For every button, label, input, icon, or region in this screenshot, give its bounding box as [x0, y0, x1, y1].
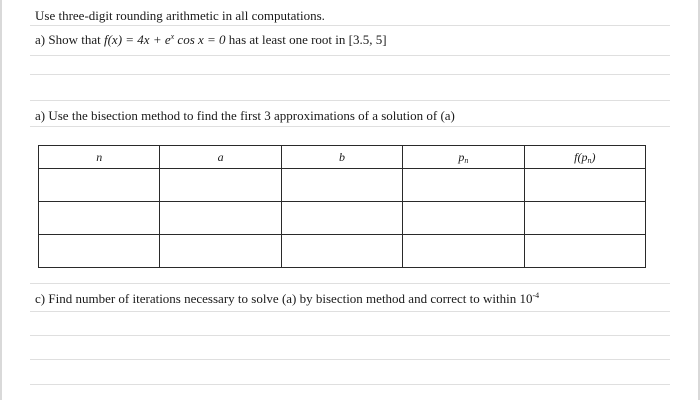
table-cell[interactable] — [403, 169, 524, 202]
part-a-statement — [35, 32, 387, 48]
header-f-pn: $f(p_n)$ — [524, 146, 645, 169]
divider — [30, 335, 670, 336]
table-row — [39, 235, 646, 268]
divider — [30, 384, 670, 385]
bisection-table — [38, 145, 646, 268]
table-header-row — [39, 146, 646, 169]
header-pn: $p_n$ — [403, 146, 524, 169]
table-cell[interactable] — [160, 169, 281, 202]
part-c-statement — [35, 291, 539, 307]
part-a-label: a) — [35, 32, 46, 47]
divider — [30, 311, 670, 312]
table-cell[interactable] — [281, 202, 402, 235]
table-row — [39, 169, 646, 202]
equation-lhs: f(x) = 4x + e — [103, 32, 171, 47]
page-left-edge — [0, 0, 2, 400]
intro-text: Use three-digit rounding arithmetic in all computations. — [35, 8, 325, 23]
divider — [30, 100, 670, 101]
table-cell[interactable] — [403, 235, 524, 268]
table-cell[interactable] — [281, 169, 402, 202]
header-b: b — [281, 146, 402, 169]
table-row — [39, 202, 646, 235]
table-cell[interactable] — [39, 169, 160, 202]
part-a-suffix: has at least one root in — [228, 32, 346, 47]
table-cell[interactable] — [160, 202, 281, 235]
table-cell[interactable] — [39, 202, 160, 235]
divider — [30, 283, 670, 284]
header-n: n — [39, 146, 160, 169]
equation — [104, 32, 226, 47]
table-cell[interactable] — [281, 235, 402, 268]
equation-exponent: x — [170, 32, 175, 41]
header-a: a — [160, 146, 281, 169]
interval: [3.5, 5] — [348, 32, 387, 47]
tolerance: $10^{-4}$ — [519, 291, 540, 306]
table-cell[interactable] — [524, 235, 645, 268]
divider — [30, 55, 670, 56]
part-b-label: a) — [35, 108, 46, 123]
table-cell[interactable] — [160, 235, 281, 268]
divider — [30, 74, 670, 75]
divider — [30, 126, 670, 127]
table-cell[interactable] — [403, 202, 524, 235]
divider — [30, 359, 670, 360]
table-cell[interactable] — [524, 202, 645, 235]
divider — [30, 25, 670, 26]
part-c-text: Find number of iterations necessary to solve (a) by bisection method and correct to within — [48, 291, 517, 306]
part-b-text: Use the bisection method to find the first 3 approximations of a solution of (a) — [48, 108, 455, 123]
table-cell[interactable] — [524, 169, 645, 202]
part-a-prefix: Show that — [48, 32, 101, 47]
part-c-label: c) — [35, 291, 46, 306]
table-cell[interactable] — [39, 235, 160, 268]
equation-rest: cos x = 0 — [174, 32, 226, 47]
part-b-statement — [35, 108, 455, 124]
